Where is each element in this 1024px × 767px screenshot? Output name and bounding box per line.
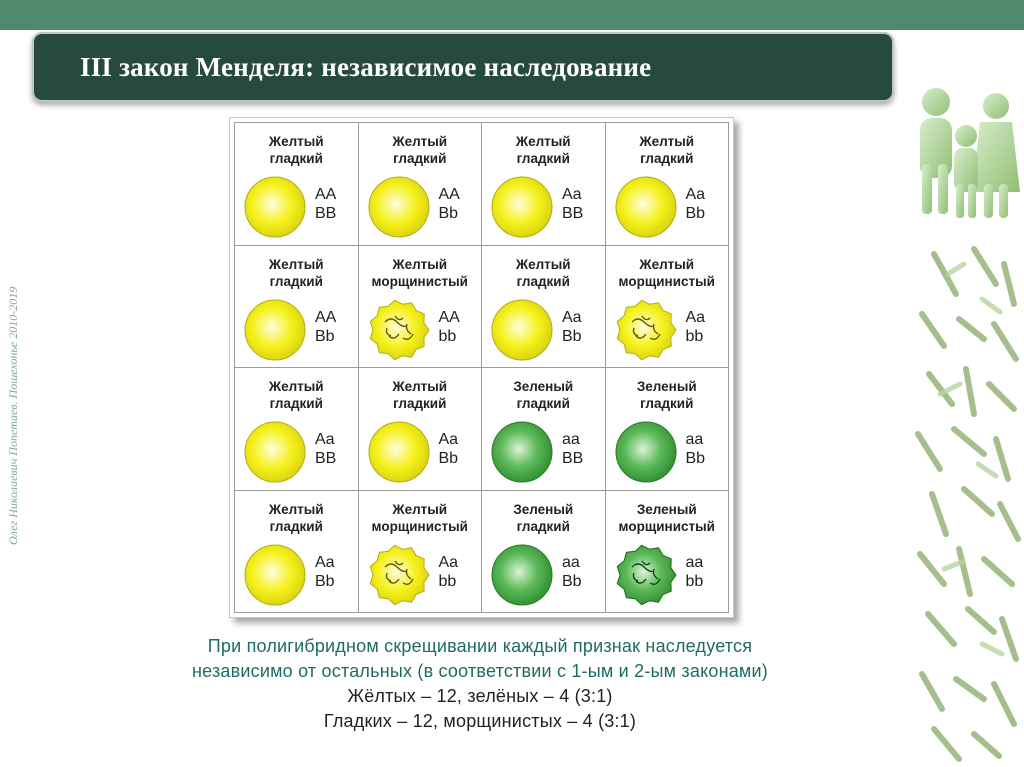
- genotype-gene-a: Aa: [562, 308, 582, 326]
- phenotype-label: [235, 133, 358, 167]
- genotype-label: [686, 553, 704, 591]
- punnett-cell: [482, 246, 606, 369]
- phenotype-shape-text: морщинистый: [618, 518, 715, 534]
- phenotype-label: [235, 501, 358, 535]
- caption-line-1: При полигибридном скрещивании каждый признак наследуется: [207, 636, 753, 656]
- phenotype-shape-text: гладкий: [269, 273, 323, 289]
- phenotype-label: [482, 256, 605, 290]
- phenotype-label: [235, 378, 358, 412]
- genotype-gene-b: bb: [438, 572, 457, 590]
- smooth-pea-icon: [614, 175, 678, 239]
- genotype-label: [439, 430, 459, 468]
- punnett-cell: [606, 123, 730, 246]
- genotype-label: [439, 308, 460, 346]
- genotype-gene-a: AA: [438, 186, 460, 203]
- genotype-gene-b: bb: [685, 327, 704, 345]
- caption-line-3: Жёлтых – 12, зелёных – 4 (3:1): [347, 686, 613, 706]
- genotype-gene-b: Bb: [685, 205, 706, 222]
- genotype-gene-a: Aa: [562, 186, 582, 203]
- genotype-gene-b: BB: [315, 450, 337, 467]
- phenotype-color-text: Желтый: [392, 256, 448, 272]
- smooth-pea-icon: [490, 543, 554, 607]
- top-accent-band: [0, 0, 1024, 30]
- genotype-label: [686, 308, 706, 346]
- phenotype-label: [482, 133, 605, 167]
- genotype-gene-a: Aa: [685, 308, 706, 326]
- punnett-cell: [359, 123, 483, 246]
- genotype-gene-a: AA: [315, 308, 337, 326]
- punnett-cell: [235, 368, 359, 491]
- phenotype-color-text: Желтый: [268, 501, 324, 517]
- phenotype-label: [359, 501, 482, 535]
- punnett-cell: [482, 491, 606, 614]
- genotype-gene-a: Aa: [438, 553, 459, 571]
- punnett-cell: [359, 246, 483, 369]
- smooth-pea-icon: [490, 420, 554, 484]
- punnett-grid: [234, 122, 729, 613]
- punnett-cell: [482, 123, 606, 246]
- phenotype-color-text: Желтый: [268, 379, 324, 394]
- phenotype-shape-text: морщинистый: [371, 518, 468, 534]
- phenotype-shape-text: гладкий: [269, 151, 323, 166]
- wrinkled-pea-icon: [367, 543, 431, 607]
- phenotype-shape-text: гладкий: [640, 151, 694, 166]
- phenotype-label: [606, 133, 729, 167]
- phenotype-color-text: Желтый: [639, 256, 695, 272]
- punnett-cell: [606, 246, 730, 369]
- genotype-gene-b: Bb: [562, 327, 582, 345]
- genotype-label: [686, 430, 706, 468]
- title-bar: [32, 32, 894, 102]
- phenotype-color-text: Желтый: [392, 134, 448, 149]
- genotype-gene-b: Bb: [685, 450, 706, 467]
- genotype-gene-b: BB: [562, 205, 584, 222]
- punnett-cell: [235, 246, 359, 369]
- genotype-label: [562, 308, 582, 346]
- phenotype-color-text: Зеленый: [636, 379, 697, 394]
- genotype-gene-b: bb: [438, 327, 457, 345]
- phenotype-color-text: Желтый: [268, 134, 324, 149]
- phenotype-label: [606, 501, 729, 535]
- smooth-pea-icon: [614, 420, 678, 484]
- phenotype-shape-text: гладкий: [640, 396, 694, 411]
- genotype-gene-b: Bb: [438, 450, 459, 467]
- genotype-gene-a: Aa: [438, 431, 459, 448]
- genotype-gene-b: BB: [315, 205, 337, 222]
- wrinkled-pea-icon: [367, 298, 431, 362]
- phenotype-label: [606, 378, 729, 412]
- phenotype-color-text: Желтый: [515, 256, 571, 272]
- phenotype-color-text: Зеленый: [513, 379, 574, 394]
- punnett-square: [229, 117, 734, 618]
- phenotype-shape-text: гладкий: [269, 518, 323, 534]
- genotype-label: [439, 185, 460, 223]
- slide-title: III закон Менделя: независимое наследование: [80, 51, 652, 82]
- phenotype-shape-text: гладкий: [516, 396, 570, 411]
- smooth-pea-icon: [243, 298, 307, 362]
- genotype-gene-b: Bb: [315, 572, 335, 590]
- punnett-cell: [606, 368, 730, 491]
- punnett-cell: [235, 491, 359, 614]
- chromosomes-pattern: [918, 249, 1018, 759]
- punnett-cell: [359, 368, 483, 491]
- genotype-gene-a: Aa: [685, 186, 706, 203]
- phenotype-color-text: Желтый: [639, 134, 695, 149]
- genotype-gene-b: Bb: [562, 572, 582, 590]
- genotype-label: [562, 185, 583, 223]
- genotype-label: [315, 308, 336, 346]
- phenotype-color-text: Желтый: [515, 134, 571, 149]
- caption-line-2: независимо от остальных (в соответствии с 1-ым и 2-ым законами): [192, 661, 768, 681]
- punnett-cell: [359, 491, 483, 614]
- phenotype-shape-text: морщинистый: [371, 273, 468, 289]
- decor-panel: [904, 84, 1024, 767]
- phenotype-shape-text: гладкий: [516, 151, 570, 166]
- genotype-label: [315, 553, 335, 591]
- phenotype-shape-text: гладкий: [393, 396, 447, 411]
- genotype-gene-a: aa: [685, 431, 704, 448]
- phenotype-label: [482, 501, 605, 535]
- smooth-pea-icon: [243, 175, 307, 239]
- smooth-pea-icon: [243, 543, 307, 607]
- phenotype-color-text: Зеленый: [513, 501, 574, 517]
- genotype-gene-b: bb: [685, 572, 704, 590]
- family-icon: [920, 88, 1020, 218]
- punnett-cell: [235, 123, 359, 246]
- genotype-gene-a: aa: [562, 553, 580, 571]
- phenotype-color-text: Желтый: [268, 256, 324, 272]
- genotype-gene-b: Bb: [438, 205, 459, 222]
- wrinkled-pea-icon: [614, 298, 678, 362]
- phenotype-color-text: Желтый: [392, 501, 448, 517]
- phenotype-label: [482, 378, 605, 412]
- caption: [60, 634, 900, 734]
- genotype-label: [562, 430, 583, 468]
- smooth-pea-icon: [367, 420, 431, 484]
- smooth-pea-icon: [490, 175, 554, 239]
- smooth-pea-icon: [243, 420, 307, 484]
- phenotype-label: [235, 256, 358, 290]
- genotype-label: [315, 430, 336, 468]
- phenotype-shape-text: гладкий: [516, 273, 570, 289]
- punnett-cell: [482, 368, 606, 491]
- phenotype-label: [359, 256, 482, 290]
- punnett-cell: [606, 491, 730, 614]
- genotype-label: [439, 553, 459, 591]
- phenotype-label: [359, 378, 482, 412]
- genotype-gene-a: Aa: [315, 431, 335, 448]
- smooth-pea-icon: [490, 298, 554, 362]
- genotype-gene-b: Bb: [315, 327, 335, 345]
- phenotype-color-text: Желтый: [392, 379, 448, 394]
- genotype-label: [562, 553, 582, 591]
- genotype-gene-a: aa: [685, 553, 704, 571]
- genotype-label: [686, 185, 706, 223]
- genotype-gene-a: AA: [438, 308, 460, 326]
- genotype-gene-b: BB: [562, 450, 584, 467]
- smooth-pea-icon: [367, 175, 431, 239]
- phenotype-color-text: Зеленый: [636, 501, 697, 517]
- genotype-gene-a: aa: [562, 431, 580, 448]
- phenotype-label: [606, 256, 729, 290]
- genotype-label: [315, 185, 336, 223]
- wrinkled-pea-icon: [614, 543, 678, 607]
- phenotype-label: [359, 133, 482, 167]
- genotype-gene-a: AA: [315, 186, 337, 203]
- phenotype-shape-text: гладкий: [393, 151, 447, 166]
- phenotype-shape-text: гладкий: [269, 396, 323, 411]
- author-credit: Олег Николаевич Попетаев. Пошехонье 2010-2019: [6, 286, 20, 545]
- phenotype-shape-text: морщинистый: [618, 273, 715, 289]
- phenotype-shape-text: гладкий: [516, 518, 570, 534]
- genotype-gene-a: Aa: [315, 553, 335, 571]
- caption-line-4: Гладких – 12, морщинистых – 4 (3:1): [323, 711, 637, 731]
